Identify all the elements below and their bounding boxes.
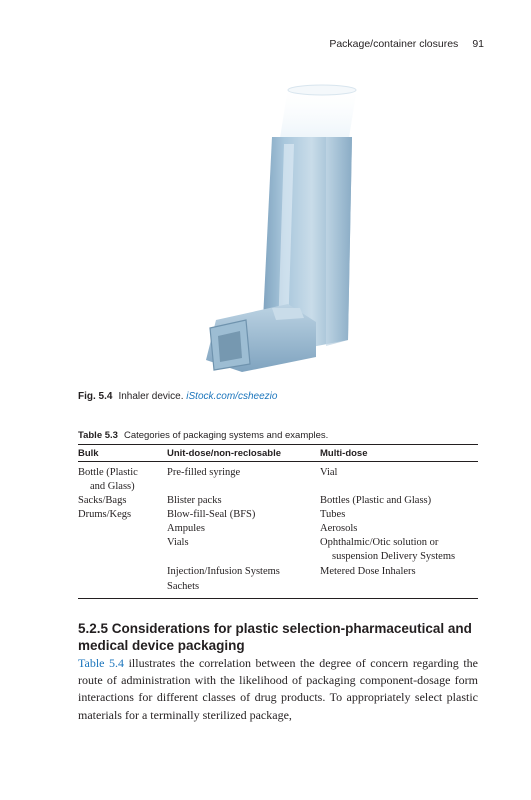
table-cell: Bottle (Plastic <box>78 467 138 478</box>
table-cell: Ophthalmic/Otic solution or <box>320 537 439 548</box>
section-heading <box>78 620 478 654</box>
column-header-unit-dose: Unit-dose/non-reclosable <box>167 448 282 459</box>
table-cell: Aerosols <box>320 523 358 534</box>
table-cell: Pre-filled syringe <box>167 467 241 478</box>
section-number: 5.2.5 <box>78 621 109 636</box>
figure-caption-text: Inhaler device. <box>118 391 184 402</box>
running-head <box>184 38 484 50</box>
table-cell: and Glass) <box>90 481 135 492</box>
canister <box>280 87 356 144</box>
table-caption <box>78 430 328 441</box>
table-cell: Vials <box>167 537 189 548</box>
figure-credit-link[interactable]: iStock.com/csheezio <box>186 391 278 402</box>
table-cell: Injection/Infusion Systems <box>167 566 280 577</box>
body-paragraph <box>78 655 478 724</box>
table-cell: Ampules <box>167 523 205 534</box>
figure-caption <box>78 391 277 402</box>
table-cell: Vial <box>320 467 338 478</box>
column-header-multi-dose: Multi-dose <box>320 448 368 459</box>
table-cell: Bottles (Plastic and Glass) <box>320 495 432 506</box>
table-cell: Drums/Kegs <box>78 509 132 520</box>
table-cell: Sachets <box>167 581 200 592</box>
table-top-rule <box>78 444 478 445</box>
table-bottom-rule <box>78 598 478 599</box>
table-header-rule <box>78 461 478 462</box>
inhaler-figure <box>176 82 376 377</box>
table-caption-text: Categories of packaging systems and examples. <box>123 430 329 441</box>
table-cell: Blister packs <box>167 495 222 506</box>
body-paragraph-text: illustrates the correlation between the degree of concern regarding the route of administration with the likelihood of packaging component-dosage form interactions for different classes of drug products. To appropriately select plastic materials for a terminally sterilized package, <box>78 656 478 722</box>
table-cell: Blow-fill-Seal (BFS) <box>167 509 256 520</box>
table-label: Table 5.3 <box>78 430 118 441</box>
running-title: Package/container closures <box>329 38 459 50</box>
table-cross-reference-link[interactable]: Table 5.4 <box>78 656 125 670</box>
figure-label: Fig. 5.4 <box>78 391 113 402</box>
table-cell: Metered Dose Inhalers <box>320 566 416 577</box>
inhaler-image <box>176 82 376 377</box>
column-header-bulk: Bulk <box>78 448 99 459</box>
section-title: Considerations for plastic selection-pharmaceutical and medical device packaging <box>78 621 472 653</box>
page-number: 91 <box>472 38 484 50</box>
table-cell: suspension Delivery Systems <box>332 551 456 562</box>
table-cell: Sacks/Bags <box>78 495 127 506</box>
table-cell: Tubes <box>320 509 346 520</box>
